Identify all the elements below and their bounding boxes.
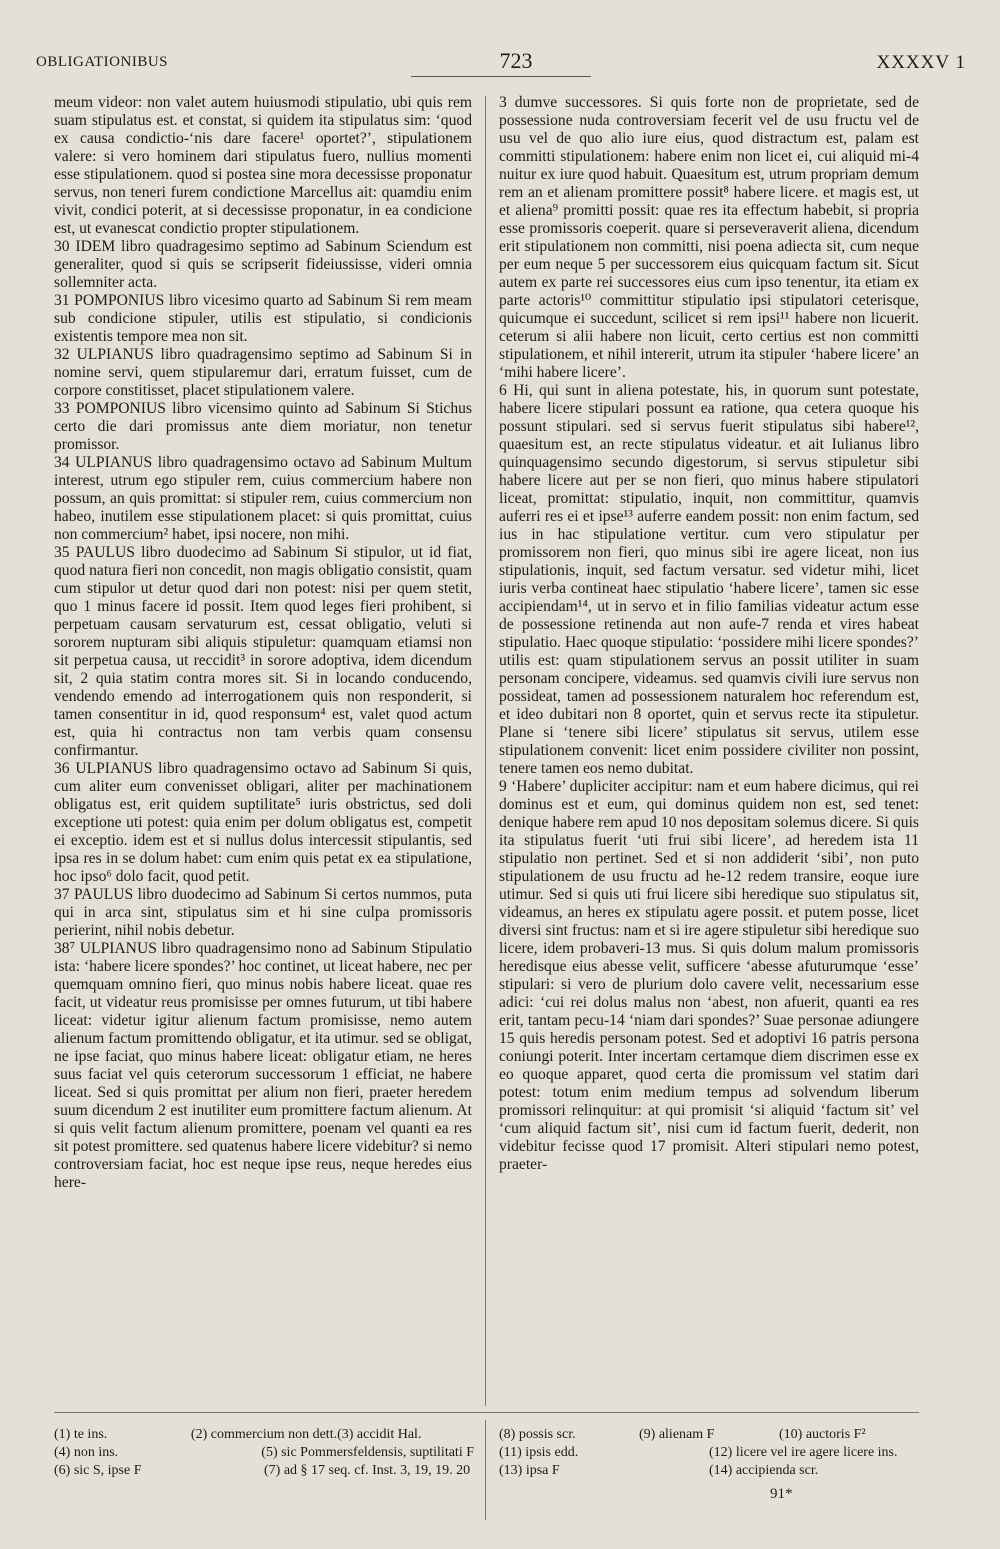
paragraph: 9 ‘Habere’ dupliciter accipitur: nam et eum habere dicimus, qui rei dominus est et eum, qui dominus quidem non est, sed tenet: denique habere rem apud 10 nos depositam solemus dicere. Si quis ita stipulatus fuerit ‘uti frui sibi licere’, ad heredem ista 11 stipulatio non pertinet. Sed et si non addiderit ‘sibi’, non puto stipulationem de usu fructu ad he-12 redem transire, eoque iure utimur. Sed si quis uti frui licere sibi heredique suo stipulatus sit, videamus, an heres ex stipulatu agere possit. et putem posse, licet diversi sint fructus: nam et si ire agere stipuletur sibi heredique suo licere, idem probaveri-13 mus. Si quis dolum malum promissoris heredisque eius abesse velit, sufficere ‘abesse afuturumque ‘esse’ stipulari: si vero de plurium dolo cavere velit, necessarium esse adici: ‘cui rei dolus malus non ‘abest, non afuerit, quanti ea res erit, tantam pecu-14 ‘niam dari spondes?’ Suae personae adiungere 15 quis heredis personam potest. Sed et adoptivi 16 patris persona coniungi poterit. Inter incertam certamque diem discrimen esse ex eo quoque apparet, quod certa die promissum vel statim dari potest: totum enim medium tempus ad solvendum liberum promissori relinquitur: at qui promisit ‘si aliquid ‘factum sit’ vel ‘cum aliquid factum sit’, nisi cum id factum fuerit, dederit, non videbitur fecisse quod 17 promisit. Alteri stipulari nemo potest, praeter- — [499, 778, 919, 1173]
footnote-line — [499, 1462, 919, 1480]
paragraph: 3 dumve successores. Si quis forte non de proprietate, sed de possessione nuda controversiam fecerit vel de usu fructu vel de usu vel de quo alio iure eius, quod distractum est, palam est committi stipulationem: habere enim non licet ei, cui aliquid mi-4 nuitur ex iure quod habuit. Quaesitum est, utrum propriam demum rem an et alienam promittere possit⁸ habere licere. et magis est, ut et aliena⁹ promitti possit: quae res ita effectum habebit, si propria esse promissoris coeperit. quare si perseveraverit aliena, dicendum erit stipulationem non committi, nisi poena adiecta sit, cum neque per eum neque 5 per successorem eius quicquam factum sit. Sicut autem ex parte rei successores eius cum ipso tenentur, ita etiam ex parte actoris¹⁰ committitur stipulatio ipsi stipulatori ceterisque, quicumque ei succedunt, scilicet si rem ipsi¹¹ habere non licuerit. ceterum si alii habere non licuit, certo certius est non committi stipulationem, et nihil intererit, utrum ita stipuler ‘habere licere’ an ‘mihi habere licere’. — [499, 94, 919, 381]
footnote: (2) commercium non dett. — [190, 1427, 338, 1442]
footnote-line — [499, 1444, 919, 1462]
paragraph: meum videor: non valet autem huiusmodi stipulatio, ubi quis rem suam stipulatus est. et constat, si quidem ita stipulatus sim: ‘quod ex causa condictio-‘nis dare facere¹ oportet?’, stipulationem valere: si vero hominem dari stipulatus fuero, nullius momenti esse stipulationem. quod si postea sine mora decessisse proponatur servus, non teneri furem condictione Marcellus ait: quamdiu enim vivit, condici poterit, at si decessisse proponatur, in ea condicione est, ut evanescat condictio propter stipulationem. — [54, 94, 472, 237]
footnote-line — [54, 1462, 474, 1480]
left-column — [54, 94, 472, 1192]
footnote: (14) accipienda scr. — [709, 1463, 819, 1478]
paragraph: 32 ULPIANUS libro quadragensimo septimo ad Sabinum Si in nomine servi, quem stipularemur dari, erratum fuisset, cum de corpore constitisset, placet stipulationem valere. — [54, 346, 472, 399]
footnote: (4) non ins. — [54, 1445, 119, 1460]
footnote-rule — [54, 1412, 919, 1413]
footnote-line — [54, 1426, 474, 1444]
footnote: (7) ad § 17 seq. cf. Inst. 3, 19, 19. 20 — [264, 1463, 471, 1478]
footnote: (1) te ins. — [54, 1427, 108, 1442]
running-head — [36, 48, 966, 82]
paragraph: 36 ULPIANUS libro quadragensimo octavo ad Sabinum Si quis, cum aliter eum convenisset obligari, aliter per machinationem obligatus est, erit quidem suptilitate⁵ iuris obstrictus, sed doli exceptione uti potest: quia enim per dolum obligatus est, competit ei exceptio. idem est et si nullus dolus intercessit stipulantis, sed ipsa res in se dolum habet: cum enim quis petat ex ea stipulatione, hoc ipso⁶ dolo facit, quod petit. — [54, 760, 472, 885]
paragraph: 34 ULPIANUS libro quadragensimo octavo ad Sabinum Multum interest, utrum ego stipuler rem, cuius commercium habere non possum, an quis promittat: si stipuler rem, cuius commercium non habeo, inutilem esse stipulationem placet: si quis promittat, cuius non commercium² habet, ipsi nocere, non mihi. — [54, 454, 472, 543]
footnote: (3) accidit Hal. — [337, 1427, 422, 1442]
signature-mark: 91* — [770, 1486, 793, 1502]
running-head-title: OBLIGATIONIBUS — [36, 54, 168, 70]
footnote: (10) auctoris F² — [779, 1427, 866, 1442]
paragraph: 31 POMPONIUS libro vicesimo quarto ad Sabinum Si rem meam sub condicione stipuler, utilis est stipulatio, si condicionis existentis tempore mea non sit. — [54, 292, 472, 345]
footnote: (8) possis scr. — [499, 1427, 576, 1442]
paragraph: 33 POMPONIUS libro vicensimo quinto ad Sabinum Si Stichus certo die dari promissus ante diem moriatur, non tenetur promissor. — [54, 400, 472, 453]
footnote-line — [499, 1426, 919, 1444]
header-rule — [411, 76, 591, 77]
footnotes-right — [499, 1426, 919, 1480]
right-column — [499, 94, 919, 1174]
footnote: (12) licere vel ire agere licere ins. — [709, 1445, 898, 1460]
footnote: (9) alienam F — [639, 1427, 715, 1442]
footnotes-left — [54, 1426, 474, 1480]
footnote: (6) sic S, ipse F — [54, 1463, 142, 1478]
paragraph: 37 PAULUS libro duodecimo ad Sabinum Si certos nummos, puta qui in arca sint, stipulatus sim et hi sine culpa promissoris perierint, nihil nobis debetur. — [54, 886, 472, 939]
column-divider — [485, 96, 486, 1406]
footnote: (5) sic Pommersfeldensis, suptilitati F — [261, 1445, 474, 1460]
page-number: 723 — [499, 48, 533, 73]
footnote-divider — [485, 1420, 486, 1520]
footnote: (13) ipsa F — [499, 1463, 560, 1478]
paragraph: 6 Hi, qui sunt in aliena potestate, his, in quorum sunt potestate, habere licere stipulari possunt ea ratione, qua cetera quoque his possunt stipulari. sed si servus fuerit stipulatus sibi habere¹², quaesitum est, an recte stipulatus videatur. et ait Iulianus libro quinquagensimo secundo digestorum, si servus stipuletur sibi habere licere aut per se non fieri, quo minus habere stipulatori liceat, promittat: stipulatio, inquit, non committitur, quamvis auferri res ei et ipse¹³ auferre eandem possit: non enim factum, sed ius in hac stipulatione vertitur. cum vero stipulatur per promissorem non fieri, quo minus sibi ire agere liceat, non ius stipulationis, inquit, sed factum versatur. sed videtur mihi, licet iuris verba contineat haec stipulatio ‘habere licere’, tamen sic esse accipiendam¹⁴, ut in servo et in filio familias videatur actum esse de possessione retinenda aut non aufe-7 renda et vires habeat stipulatio. Haec quoque stipulatio: ‘possidere mihi licere spondes?’ utilis est: quam stipulationem servus an possit utiliter in suam personam concipere, videamus. sed quamvis civili iure servus non possideat, tamen ad possessionem naturalem hoc referendum est, et ideo dubitari non 8 oportet, quin et servus recte ita stipuletur. Plane si ‘tenere sibi licere’ stipulatus sit servus, utilem esse stipulationem convenit: licet enim possidere civiliter non possint, tenere tamen eos nemo dubitat. — [499, 382, 919, 777]
footnote: (11) ipsis edd. — [499, 1445, 579, 1460]
paragraph: 38⁷ ULPIANUS libro quadragensimo nono ad Sabinum Stipulatio ista: ‘habere licere spondes?’ hoc continet, ut liceat habere, nec per quemquam omnino fieri, quo minus nobis habere liceat. quae res facit, ut videatur reus promisisse per omnes futurum, ut tibi habere liceat: videtur igitur alienum factum promisisse, nemo autem alienum factum promittendo obligatur, et ita utimur. sed se obligat, ne ipse faciat, quo minus habere liceat: obligatur etiam, ne heres suus faciat vel quis ceterorum successorum 1 efficiat, ne habere liceat. Sed si quis promittat per alium non fieri, praeter heredem suum dicendum 2 est inutiliter eum promittere factum alienum. At si quis velit factum alienum promittere, poenam vel quanti ea res sit potest promittere. sed quatenus habere licere videbitur? si nemo controversiam faciat, hoc est neque ipse reus, neque heredes eius here- — [54, 940, 472, 1191]
running-head-reference: XXXXV 1 — [876, 52, 966, 73]
footnote-line — [54, 1444, 474, 1462]
paragraph: 30 IDEM libro quadragesimo septimo ad Sabinum Sciendum est generaliter, quod si quis se scripserit fideiussisse, videri omnia sollemniter acta. — [54, 238, 472, 291]
paragraph: 35 PAULUS libro duodecimo ad Sabinum Si stipulor, ut id fiat, quod natura fieri non concedit, non magis obligatio consistit, quam cum stipulor ut detur quod dari non potest: nisi per quem stetit, quo 1 minus facere id possit. Item quod leges fieri prohibent, si perpetuam causam servaturum est, cessat obligatio, veluti si sororem nupturam sibi aliquis stipuletur: quamquam etiamsi non sit perpetua causa, ut reccidit³ in sorore adoptiva, idem dicendum sit, 2 quia statim contra mores sit. Si in locando conducendo, vendendo emendo ad interrogationem quis non responderit, si tamen consentitur in id, quod responsum⁴ est, valet quod actum est, quia hi contractus non tam verbis quam consensu confirmantur. — [54, 544, 472, 759]
